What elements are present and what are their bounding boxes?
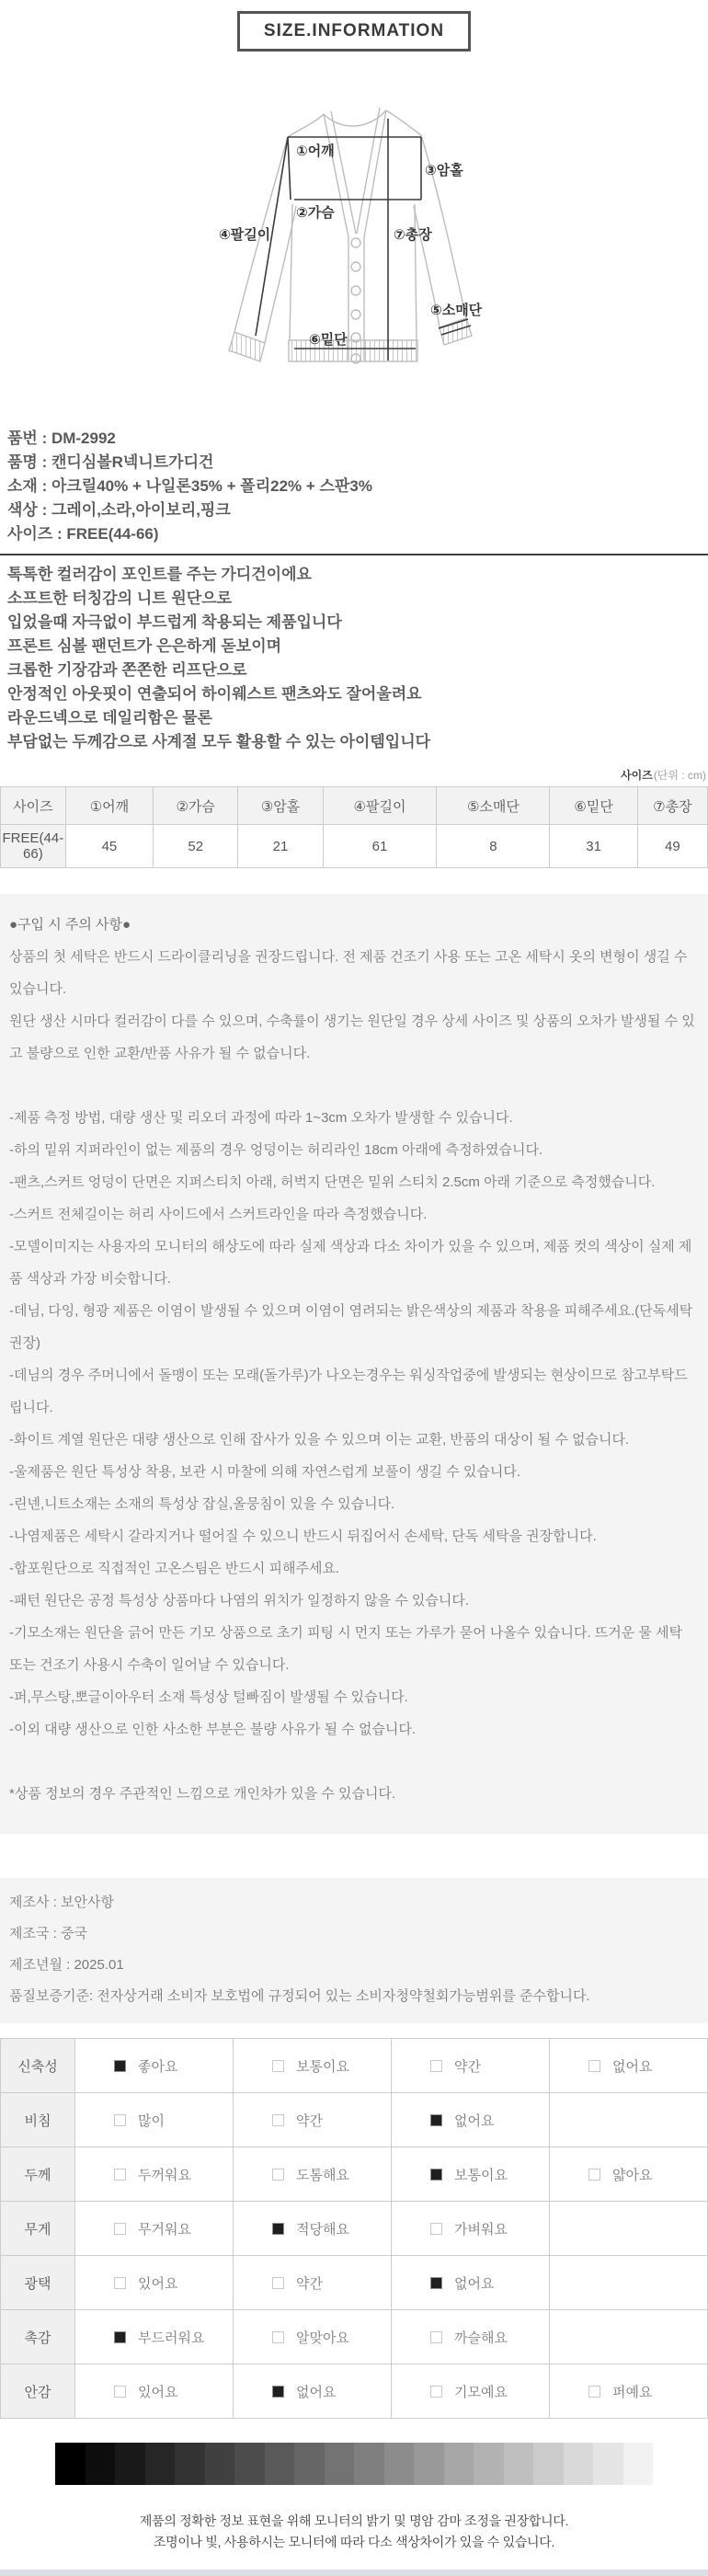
- property-option-label: 없어요: [454, 2112, 495, 2129]
- size-table: [0, 786, 708, 868]
- property-empty-cell: [550, 2310, 708, 2364]
- property-option-cell: [392, 2202, 550, 2256]
- property-option-cell: [234, 2310, 392, 2364]
- size-unit-label: [0, 767, 708, 783]
- property-option-cell: [234, 2202, 392, 2256]
- property-label: 촉감: [1, 2310, 75, 2364]
- description-line: 안정적인 아웃핏이 연출되어 하이웨스트 팬츠와도 잘어울려요: [7, 685, 422, 703]
- grayscale-step: [384, 2443, 415, 2485]
- property-option-cell: [75, 2147, 234, 2202]
- notice-paragraph: -하의 밑위 지퍼라인이 없는 제품의 경우 엉덩이는 허리라인 18cm 아래에 측정하였습니다.: [9, 1142, 543, 1158]
- property-option-cell: [550, 2147, 708, 2202]
- manufacturer-line: 품질보증기준: 전자상거래 소비자 보호법에 규정되어 있는 소비자청약철회가능범위를 준수합니다.: [9, 1988, 590, 2004]
- notice-paragraph: -울제품은 원단 특성상 착용, 보관 시 마찰에 의해 자연스럽게 보풀이 생길 수 있습니다.: [9, 1464, 521, 1480]
- property-empty-cell: [550, 2256, 708, 2310]
- grayscale-step: [86, 2443, 116, 2485]
- grayscale-step: [564, 2443, 594, 2485]
- size-value: 8: [437, 825, 550, 868]
- size-value: 61: [323, 825, 437, 868]
- property-option-label: 적당해요: [296, 2221, 349, 2238]
- size-column-header: 사이즈: [1, 787, 66, 825]
- unchecked-checkbox-icon: [588, 2060, 600, 2072]
- notice-gap: [9, 1070, 699, 1102]
- size-column-header: ⑦총장: [637, 787, 707, 825]
- checked-checkbox-icon: [430, 2169, 442, 2181]
- notice-paragraph: -기모소재는 원단을 긁어 만든 기모 상품으로 초기 피팅 시 먼지 또는 가루가 묻어 나올수 있습니다. 뜨거운 물 세탁 또는 건조기 사용시 수축이 일어날 수 있습니다.: [9, 1625, 683, 1673]
- property-empty-cell: [550, 2093, 708, 2147]
- property-option-label: 기모예요: [454, 2384, 508, 2400]
- notice-paragraph: -퍼,무스탕,뽀글이아우터 소재 특성상 털빠짐이 발생될 수 있습니다.: [9, 1689, 408, 1705]
- grayscale-step: [354, 2443, 384, 2485]
- purchase-notice-box: [0, 894, 708, 1834]
- grayscale-step: [115, 2443, 145, 2485]
- property-option-cell: [75, 2256, 234, 2310]
- property-option-label: 많이: [138, 2112, 165, 2129]
- grayscale-step: [474, 2443, 504, 2485]
- monitor-notice-footer: [0, 2511, 708, 2553]
- notice-paragraph: -제품 측정 방법, 대량 생산 및 리오더 과정에 따라 1~3cm 오차가 발생할 수 있습니다.: [9, 1110, 513, 1126]
- unchecked-checkbox-icon: [588, 2169, 600, 2181]
- property-option-label: 있어요: [138, 2384, 178, 2400]
- notice-paragraph: *상품 정보의 경우 주관적인 느낌으로 개인차가 있을 수 있습니다.: [9, 1786, 396, 1802]
- grayscale-step: [175, 2443, 205, 2485]
- property-option-label: 퍼예요: [612, 2384, 653, 2400]
- grayscale-step: [414, 2443, 444, 2485]
- unchecked-checkbox-icon: [114, 2114, 126, 2126]
- checked-checkbox-icon: [114, 2331, 126, 2343]
- grayscale-step: [294, 2443, 325, 2485]
- checked-checkbox-icon: [272, 2386, 284, 2398]
- property-option-cell: [75, 2039, 234, 2093]
- unchecked-checkbox-icon: [272, 2169, 284, 2181]
- manufacturer-line: 제조사 : 보안사항: [9, 1895, 114, 1910]
- property-option-label: 보통이요: [454, 2167, 508, 2183]
- unchecked-checkbox-icon: [114, 2386, 126, 2398]
- label-hem: ⑥밑단: [309, 332, 348, 348]
- purchase-notice-title: ●구입 시 주의 사항●: [9, 917, 131, 933]
- fabric-property-table: [0, 2038, 708, 2419]
- notice-paragraph: -모델이미지는 사용자의 모니터의 해상도에 따라 실제 색상과 다소 차이가 있을 수 있으며, 제품 컷의 색상이 실제 제품 색상과 가장 비슷합니다.: [9, 1239, 692, 1287]
- property-option-label: 약간: [296, 2275, 323, 2292]
- size-value: 52: [154, 825, 238, 868]
- grayscale-step: [325, 2443, 355, 2485]
- bottom-divider-strip: [0, 2570, 708, 2576]
- label-cuff: ⑤소매단: [430, 303, 483, 318]
- notice-paragraph: 상품의 첫 세탁은 반드시 드라이클리닝을 권장드립니다. 전 제품 건조기 사용 또는 고온 세탁시 옷의 변형이 생길 수 있습니다.: [9, 949, 688, 997]
- property-option-cell: [75, 2364, 234, 2419]
- size-unit-label-bold: 사이즈: [621, 769, 653, 782]
- property-label: 비침: [1, 2093, 75, 2147]
- property-option-label: 없어요: [454, 2275, 495, 2292]
- notice-paragraph: -이외 대량 생산으로 인한 사소한 부분은 불량 사유가 될 수 없습니다.: [9, 1722, 417, 1737]
- product-description: [0, 555, 708, 754]
- unchecked-checkbox-icon: [272, 2114, 284, 2126]
- size-column-header: ③암홀: [238, 787, 323, 825]
- property-option-cell: [392, 2147, 550, 2202]
- product-field: 품명 : 캔디심볼R넥니트가디건: [7, 453, 214, 471]
- unchecked-checkbox-icon: [114, 2169, 126, 2181]
- size-column-header: ④팔길이: [323, 787, 437, 825]
- property-row: [1, 2147, 708, 2202]
- notice-paragraph: -스커트 전체길이는 허리 사이드에서 스커트라인을 따라 측정했습니다.: [9, 1207, 428, 1222]
- label-armhole: ③암홀: [425, 163, 463, 178]
- property-label: 두께: [1, 2147, 75, 2202]
- property-option-cell: [550, 2039, 708, 2093]
- property-row: [1, 2256, 708, 2310]
- checked-checkbox-icon: [430, 2114, 442, 2126]
- unchecked-checkbox-icon: [430, 2223, 442, 2235]
- property-option-cell: [234, 2093, 392, 2147]
- size-value: 21: [238, 825, 323, 868]
- notice-paragraph: -린넨,니트소재는 소재의 특성상 잡실,올뭉침이 있을 수 있습니다.: [9, 1496, 395, 1512]
- property-option-label: 부드러워요: [138, 2330, 205, 2346]
- grayscale-step: [593, 2443, 623, 2485]
- unchecked-checkbox-icon: [430, 2386, 442, 2398]
- description-line: 부담없는 두께감으로 사계절 모두 활용할 수 있는 아이템입니다: [7, 733, 431, 750]
- grayscale-calibration-bar: [55, 2443, 653, 2485]
- property-option-cell: [550, 2364, 708, 2419]
- unchecked-checkbox-icon: [430, 2331, 442, 2343]
- property-row: [1, 2364, 708, 2419]
- label-sleeve-length: ④팔길이: [219, 227, 271, 243]
- footer-line: 조명이나 빛, 사용하시는 모니터에 따라 다소 색상차이가 있을 수 있습니다.: [153, 2535, 555, 2549]
- property-option-label: 약간: [454, 2058, 481, 2075]
- unchecked-checkbox-icon: [588, 2386, 600, 2398]
- unchecked-checkbox-icon: [114, 2223, 126, 2235]
- description-line: 프론트 심볼 팬던트가 은은하게 돋보이며: [7, 637, 282, 655]
- property-option-label: 없어요: [612, 2058, 653, 2075]
- description-line: 입었을때 자극없이 부드럽게 착용되는 제품입니다: [7, 613, 342, 631]
- size-value: 49: [637, 825, 707, 868]
- product-field: 색상 : 그레이,소라,아이보리,핑크: [7, 501, 231, 519]
- property-option-label: 좋아요: [138, 2058, 178, 2075]
- property-row: [1, 2202, 708, 2256]
- product-field: 품번 : DM-2992: [7, 429, 116, 447]
- grayscale-step: [504, 2443, 534, 2485]
- cardigan-measurement-diagram: [0, 57, 708, 425]
- property-option-cell: [392, 2093, 550, 2147]
- property-option-label: 얇아요: [612, 2167, 653, 2183]
- grayscale-step: [55, 2443, 86, 2485]
- notice-paragraph: -패턴 원단은 공정 특성상 상품마다 나염의 위치가 일정하지 않을 수 있습니다.: [9, 1593, 470, 1609]
- manufacturer-box: [0, 1878, 708, 2023]
- grayscale-step: [145, 2443, 176, 2485]
- unchecked-checkbox-icon: [430, 2060, 442, 2072]
- unchecked-checkbox-icon: [272, 2331, 284, 2343]
- size-column-header: ①어깨: [65, 787, 153, 825]
- notice-paragraph: -데님의 경우 주머니에서 돌맹이 또는 모래(돌가루)가 나오는경우는 워싱작업중에 발생되는 현상이므로 참고부탁드립니다.: [9, 1368, 688, 1415]
- unchecked-checkbox-icon: [272, 2277, 284, 2289]
- size-value: 45: [65, 825, 153, 868]
- grayscale-step: [205, 2443, 235, 2485]
- footer-line: 제품의 정확한 정보 표현을 위해 모니터의 밝기 및 명암 감마 조정을 권장합니다.: [139, 2513, 569, 2528]
- property-option-cell: [75, 2310, 234, 2364]
- property-option-label: 없어요: [296, 2384, 337, 2400]
- property-label: 안감: [1, 2364, 75, 2419]
- grayscale-step: [234, 2443, 265, 2485]
- property-option-label: 있어요: [138, 2275, 178, 2292]
- property-row: [1, 2039, 708, 2093]
- notice-gap: [9, 1746, 699, 1778]
- property-option-label: 약간: [296, 2112, 323, 2129]
- size-row-label: FREE(44-66): [1, 825, 66, 868]
- grayscale-step: [623, 2443, 654, 2485]
- notice-paragraph: 원단 생산 시마다 컬러감이 다를 수 있으며, 수축률이 생기는 원단일 경우 상세 사이즈 및 상품의 오차가 발생될 수 있고 불량으로 인한 교환/반품 사유가 될 수 없습니다.: [9, 1013, 695, 1061]
- property-option-label: 도톰해요: [296, 2167, 349, 2183]
- size-unit-label-rest: (단위 : cm): [653, 769, 706, 782]
- property-empty-cell: [550, 2202, 708, 2256]
- product-field: 사이즈 : FREE(44-66): [7, 525, 159, 543]
- manufacturer-line: 제조국 : 중국: [9, 1926, 87, 1941]
- header: [0, 11, 708, 52]
- description-line: 톡톡한 컬러감이 포인트를 주는 가디건이에요: [7, 566, 312, 583]
- grayscale-step: [444, 2443, 474, 2485]
- property-option-cell: [234, 2364, 392, 2419]
- label-total-length: ⑦총장: [394, 227, 432, 243]
- property-row: [1, 2093, 708, 2147]
- product-field: 소재 : 아크릴40% + 나일론35% + 폴리22% + 스판3%: [7, 477, 372, 495]
- property-option-cell: [392, 2364, 550, 2419]
- property-option-cell: [392, 2039, 550, 2093]
- notice-paragraph: -데님, 다잉, 형광 제품은 이염이 발생될 수 있으며 이염이 염려되는 밝은색상의 제품과 착용을 피해주세요.(단독세탁권장): [9, 1303, 693, 1351]
- property-label: 신축성: [1, 2039, 75, 2093]
- checked-checkbox-icon: [430, 2277, 442, 2289]
- checked-checkbox-icon: [272, 2223, 284, 2235]
- unchecked-checkbox-icon: [272, 2060, 284, 2072]
- grayscale-step: [265, 2443, 295, 2485]
- property-option-cell: [234, 2147, 392, 2202]
- product-spec-list: [0, 425, 708, 546]
- page-title: SIZE.INFORMATION: [237, 11, 471, 52]
- purchase-notice-body: [9, 941, 699, 1810]
- grayscale-step: [533, 2443, 564, 2485]
- property-option-label: 무거워요: [138, 2221, 191, 2238]
- label-shoulder: ①어깨: [296, 143, 335, 159]
- property-label: 광택: [1, 2256, 75, 2310]
- notice-paragraph: -합포원단으로 직접적인 고온스팀은 반드시 피해주세요.: [9, 1561, 340, 1576]
- property-option-label: 알맞아요: [296, 2330, 349, 2346]
- description-line: 소프트한 터칭감의 니트 원단으로: [7, 590, 233, 607]
- size-column-header: ②가슴: [154, 787, 238, 825]
- size-table-row: [1, 825, 708, 868]
- notice-paragraph: -화이트 계열 원단은 대량 생산으로 인해 잡사가 있을 수 있으며 이는 교환, 반품의 대상이 될 수 없습니다.: [9, 1432, 630, 1448]
- manufacturer-line: 제조년월 : 2025.01: [9, 1957, 124, 1973]
- description-line: 라운드넥으로 데일리함은 물론: [7, 709, 212, 727]
- property-row: [1, 2310, 708, 2364]
- unchecked-checkbox-icon: [114, 2277, 126, 2289]
- notice-paragraph: -나염제품은 세탁시 갈라지거나 떨어질 수 있으니 반드시 뒤집어서 손세탁, 단독 세탁을 권장합니다.: [9, 1528, 597, 1544]
- property-option-cell: [75, 2202, 234, 2256]
- label-chest: ②가슴: [296, 205, 335, 221]
- property-option-label: 까슬해요: [454, 2330, 508, 2346]
- checked-checkbox-icon: [114, 2060, 126, 2072]
- description-line: 크롭한 기장감과 쫀쫀한 리프단으로: [7, 661, 247, 679]
- property-option-cell: [392, 2256, 550, 2310]
- size-column-header: ⑥밑단: [550, 787, 637, 825]
- property-option-cell: [234, 2256, 392, 2310]
- property-option-cell: [234, 2039, 392, 2093]
- property-option-label: 가벼워요: [454, 2221, 508, 2238]
- property-option-cell: [392, 2310, 550, 2364]
- property-option-label: 두꺼워요: [138, 2167, 191, 2183]
- property-option-label: 보통이요: [296, 2058, 349, 2075]
- notice-paragraph: -팬츠,스커트 엉덩이 단면은 지퍼스티치 아래, 허벅지 단면은 밑위 스티치 2.5cm 아래 기준으로 측정했습니다.: [9, 1174, 656, 1190]
- size-value: 31: [550, 825, 637, 868]
- property-label: 무게: [1, 2202, 75, 2256]
- property-option-cell: [75, 2093, 234, 2147]
- size-column-header: ⑤소매단: [437, 787, 550, 825]
